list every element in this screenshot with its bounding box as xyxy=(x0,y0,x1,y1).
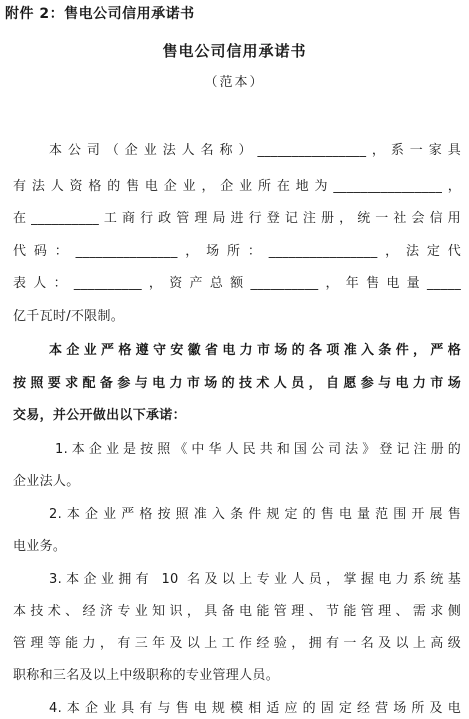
intro-line-4: 代码：_______________，场所：________________，法定代 xyxy=(13,244,461,259)
item-1-line-1: 1.本企业是按照《中华人民共和国公司法》登记注册的 xyxy=(55,442,461,457)
item-2-line-1: 2.本企业严格按照准入条件规定的售电量范围开展售 xyxy=(49,507,461,522)
intro-line-5: 表人：__________，资产总额__________，年售电量_____ xyxy=(13,276,461,291)
item-3-line-3: 管理等能力，有三年及以上工作经验，拥有一名及以上高级 xyxy=(13,636,461,651)
commitment-line-1: 本企业严格遵守安徽省电力市场的各项准入条件，严格 xyxy=(49,343,461,358)
item-3-line-1: 3.本企业拥有 10 名及以上专业人员，掌握电力系统基 xyxy=(49,572,461,587)
document-subtitle: （范本） xyxy=(204,75,265,90)
intro-line-2: 有法人资格的售电企业，企业所在地为________________， xyxy=(13,179,461,194)
intro-line-3: 在__________工商行政管理局进行登记注册，统一社会信用 xyxy=(13,211,461,226)
commitment-line-2: 按照要求配备参与电力市场的技术人员，自愿参与电力市场 xyxy=(13,376,461,391)
attachment-label: 附件 2：售电公司信用承诺书 xyxy=(5,6,195,22)
item-2-line-2: 电业务。 xyxy=(13,539,67,554)
document-title: 售电公司信用承诺书 xyxy=(162,42,307,60)
item-4-line-1: 4.本企业具有与售电规模相适应的固定经营场所及电 xyxy=(49,701,461,716)
item-1-line-2: 企业法人。 xyxy=(13,474,80,489)
intro-line-6: 亿千瓦时/不限制。 xyxy=(13,309,125,324)
item-3-line-4: 职称和三名及以上中级职称的专业管理人员。 xyxy=(13,668,280,683)
intro-line-1: 本公司（企业法人名称）________________，系一家具 xyxy=(49,143,461,158)
commitment-line-3: 交易，并公开做出以下承诺： xyxy=(13,408,186,423)
item-3-line-2: 本技术、经济专业知识，具备电能管理、节能管理、需求侧 xyxy=(13,604,461,619)
